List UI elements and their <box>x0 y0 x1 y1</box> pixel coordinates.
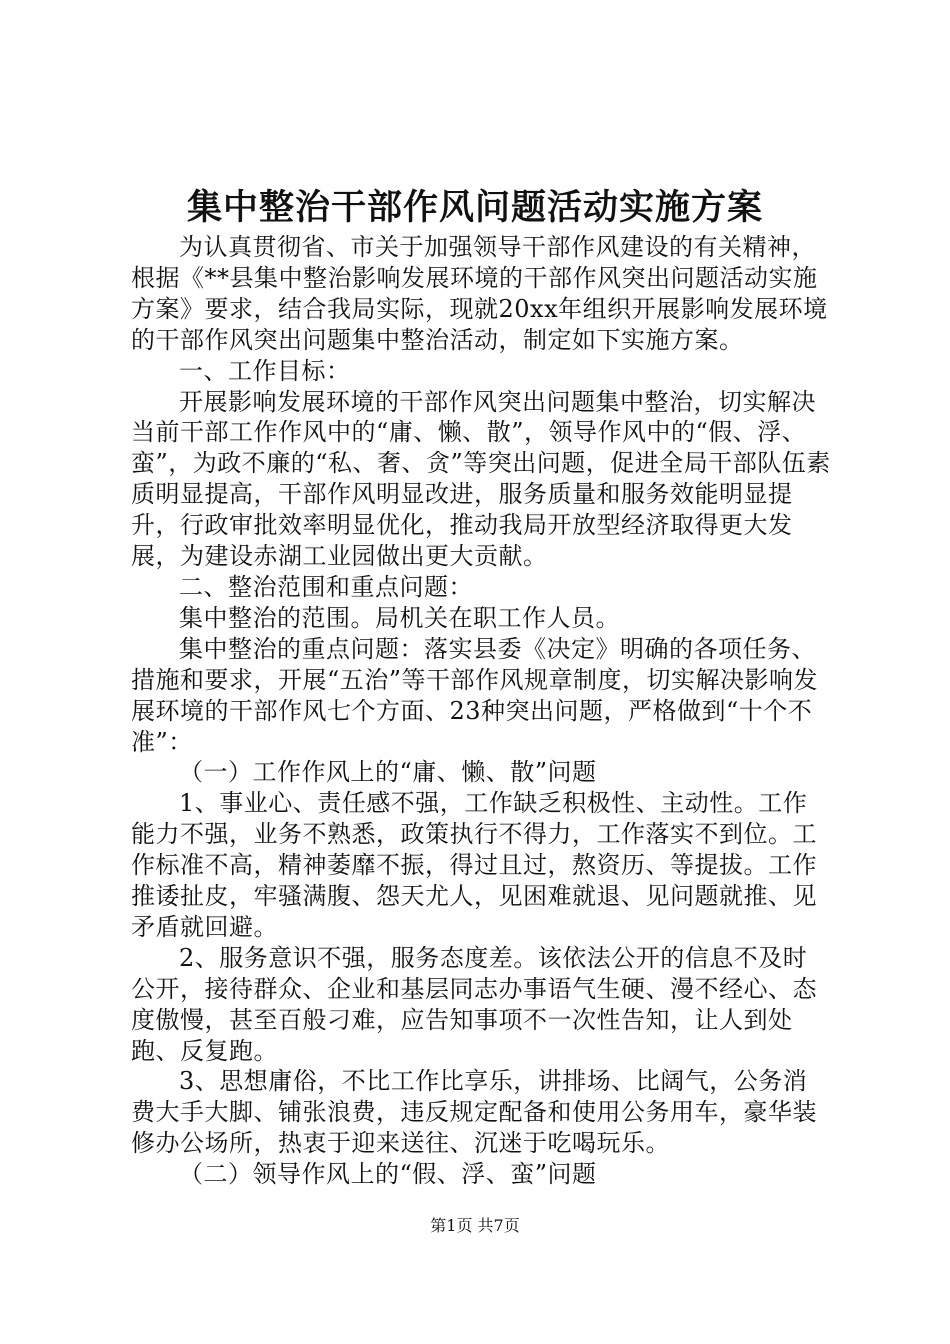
page-total: 共7页 <box>477 1216 520 1235</box>
subheading-leadership-style: （二）领导作风上的“假、浮、蛮”问题 <box>179 1160 597 1189</box>
paragraph-item-2: 2、服务意识不强，服务态度差。该依法公开的信息不及时公开，接待群众、企业和基层同志办事语气生硬、漫不经心、态度傲慢，甚至百般刁难，应告知事项不一次性告知，让人到处跑、反复跑。 <box>131 943 817 1065</box>
heading-work-goal: 一、工作目标： <box>179 356 351 385</box>
subheading-work-style: （一）工作作风上的“庸、懒、散”问题 <box>179 758 597 787</box>
paragraph-item-3: 3、思想庸俗，不比工作比享乐，讲排场、比阔气，公务消费大手大脚、铺张浪费，违反规定配备和使用公务用车，豪华装修办公场所，热衷于迎来送往、沉迷于吃喝玩乐。 <box>131 1067 817 1158</box>
page-number: 第1页 <box>430 1216 473 1235</box>
paragraph-key-issues: 集中整治的重点问题：落实县委《决定》明确的各项任务、措施和要求，开展“五治”等干部作风规章制度，切实解决影响发展环境的干部作风七个方面、23种突出问题，严格做到“十个不准”： <box>131 634 819 756</box>
paragraph-item-1: 1、事业心、责任感不强，工作缺乏积极性、主动性。工作能力不强，业务不熟悉，政策执行不得力，工作落实不到位。工作标准不高，精神萎靡不振，得过且过，熬资历、等提拔。工作推诿扯皮，牢骚满腹、怨天尤人，见困难就退、见问题就推、见矛盾就回避。 <box>131 789 817 941</box>
paragraph-work-goal: 开展影响发展环境的干部作风突出问题集中整治，切实解决当前干部工作作风中的“庸、懒、散”，领导作风中的“假、浮、蛮”，为政不廉的“私、奢、贪”等突出问题，促进全局干部队伍素质明显提高，干部作风明显改进，服务质量和服务效能明显提升，行政审批效率明显优化，推动我局开放型经济取得更大发展，为建设赤湖工业园做出更大贡献。 <box>131 387 831 571</box>
paragraph-intro: 为认真贯彻省、市关于加强领导干部作风建设的有关精神，根据《**县集中整治影响发展环境的干部作风突出问题活动实施方案》要求，结合我局实际，现就20xx年组织开展影响发展环境的干部作风突出问题集中整治活动，制定如下实施方案。 <box>131 233 828 354</box>
page-footer <box>0 1215 950 1237</box>
paragraph-scope: 集中整治的范围。局机关在职工作人员。 <box>179 603 620 632</box>
document-body <box>131 232 831 1190</box>
heading-scope: 二、整治范围和重点问题： <box>179 572 473 601</box>
document-title: 集中整治干部作风问题活动实施方案 <box>186 187 763 228</box>
